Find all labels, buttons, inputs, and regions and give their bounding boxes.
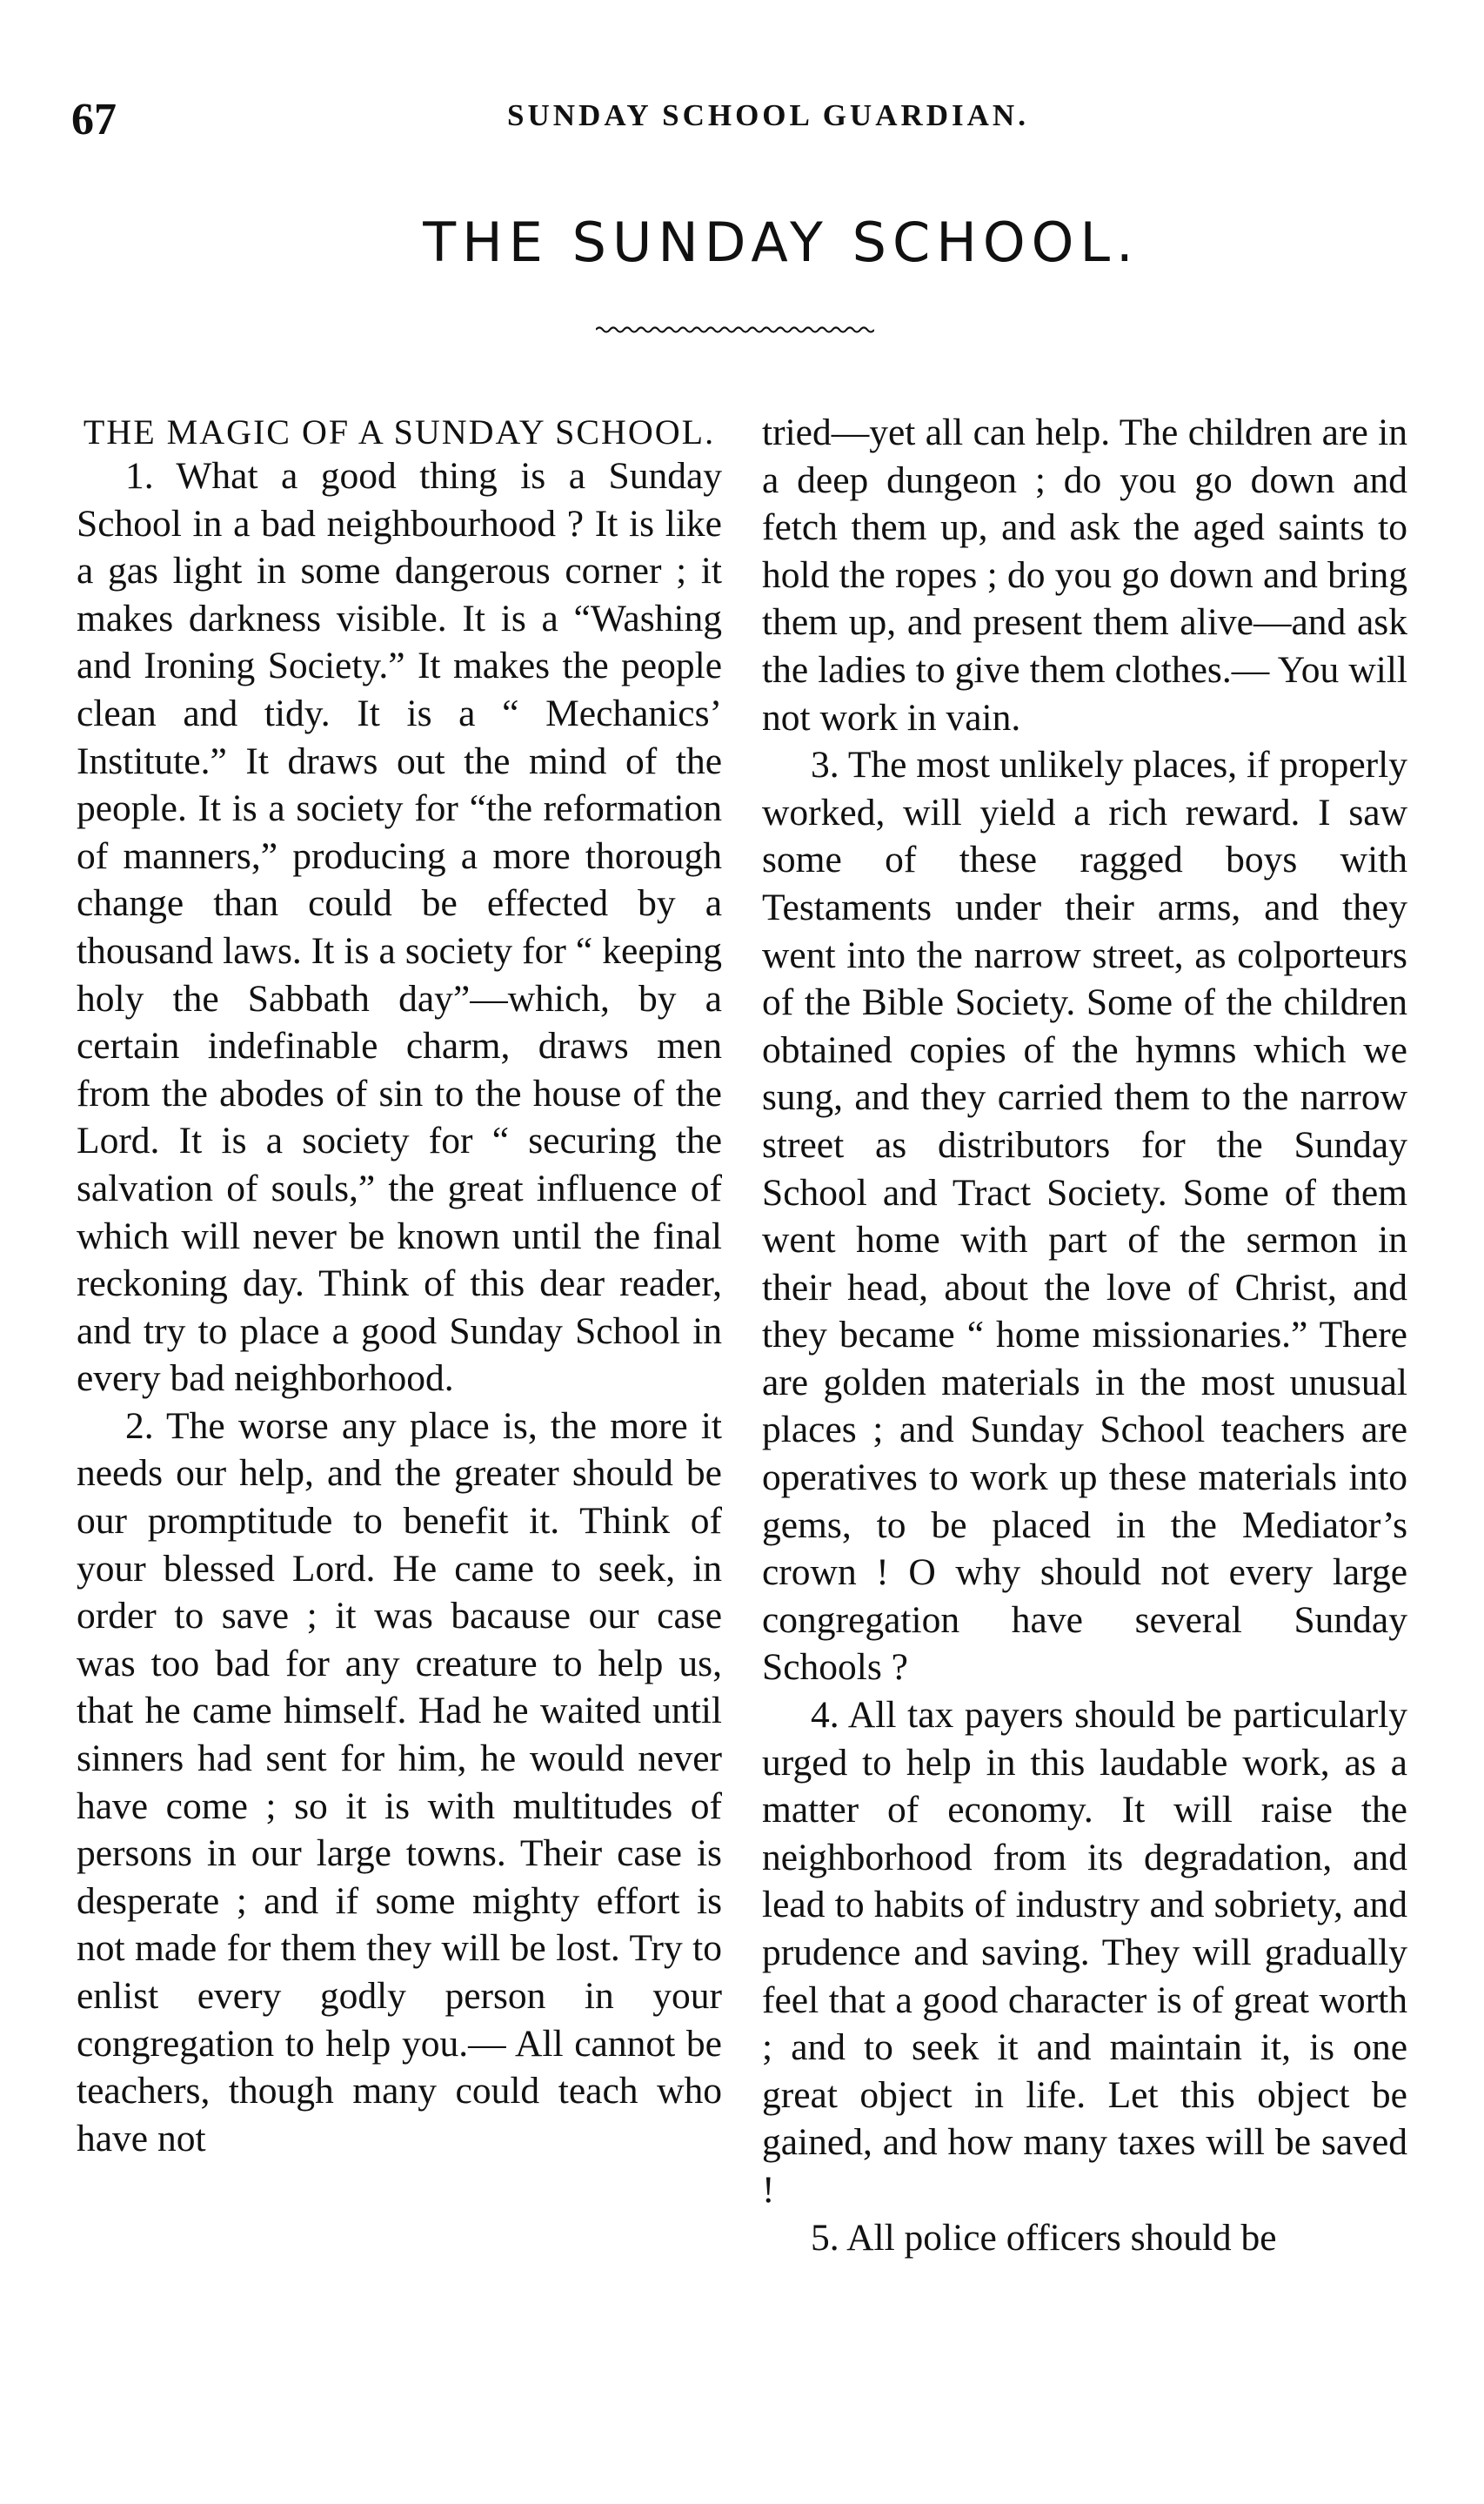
paragraph-1: 1. What a good thing is a Sunday School in a bad neighbourhood ? It is like a gas light in some dangerous corner ; it makes darkness visible. It is a “Washing and Ironing Society.” It makes the people clean and tidy. It is a “ Mechanics’ Institute.” It draws out the mind of the people. It is a society for “the reformation of manners,” producing a more thorough change than could be effected by a thousand laws. It is a society for “ keeping holy the Sabbath day”—which, by a certain indefinable charm, draws men from the abodes of sin to the house of the Lord. It is a society for “ securing the salvation of souls,” the great influence of which will never be known until the final reckoning day. Think of this dear reader, and try to place a good Sunday School in every bad neighborhood. <box>77 455 722 1400</box>
paragraph-3: 3. The most unlikely places, if properly worked, will yield a rich reward. I saw some of these ragged boys with Testaments under their arms, and they went into the narrow street, as colporteurs of the Bible Society. Some of the children obtained copies of the hymns which we sung, and they carried them to the narrow street as distributors for the Sunday School and Tract Society. Some of them went home with part of the sermon in their head, about the love of Christ, and they became “ home missionaries.” There are golden materials in the most unusual places ; and Sunday School teachers are operatives to work up these materials into gems, to be placed in the Mediator’s crown ! O why should not every large congregation have several Sunday Schools ? <box>762 744 1407 1689</box>
paragraph-2: 2. The worse any place is, the more it needs our help, and the greater should be our promptitude to benefit it. Think of your blessed Lord. He came to seek, in order to save ; it was bacause our case was too bad for any creature to help us, that he came himself. Had he waited until sinners had sent for him, he would never have come ; so it is with multitudes of persons in our large towns. Their case is desperate ; and if some mighty effort is not made for them they will be lost. Try to enlist every godly person in your congregation to help you.— All cannot be teachers, though many could teach who have not <box>77 1404 722 2159</box>
paragraph-5: 5. All police officers should be <box>811 2216 1277 2259</box>
paragraph-2-continued: tried—yet all can help. The children are in a deep dungeon ; do you go down and fetch them up, and ask the aged saints to hold the ropes ; do you go down and bring them up, and present them alive—and ask the ladies to give them clothes.— You will not work in vain. <box>762 412 1407 739</box>
left-column <box>77 409 722 2162</box>
page-number: 67 <box>71 95 117 144</box>
section-title: THE SUNDAY SCHOOL. <box>423 211 1140 274</box>
paragraph-4: 4. All tax payers should be particularly urged to help in this laudable work, as a matter of economy. It will raise the neighborhood from its degradation, and lead to habits of industry and sobriety, and prudence and saving. They will gradually feel that a good character is of great worth ; and to seek it and maintain it, is one great object in life. Let this object be gained, and how many taxes will be saved ! <box>762 1694 1407 2211</box>
article-heading: THE MAGIC OF A SUNDAY SCHOOL. <box>83 412 716 452</box>
running-title: SUNDAY SCHOOL GUARDIAN. <box>507 98 1029 132</box>
ornamental-rule <box>596 324 874 336</box>
right-column <box>762 409 1407 2261</box>
